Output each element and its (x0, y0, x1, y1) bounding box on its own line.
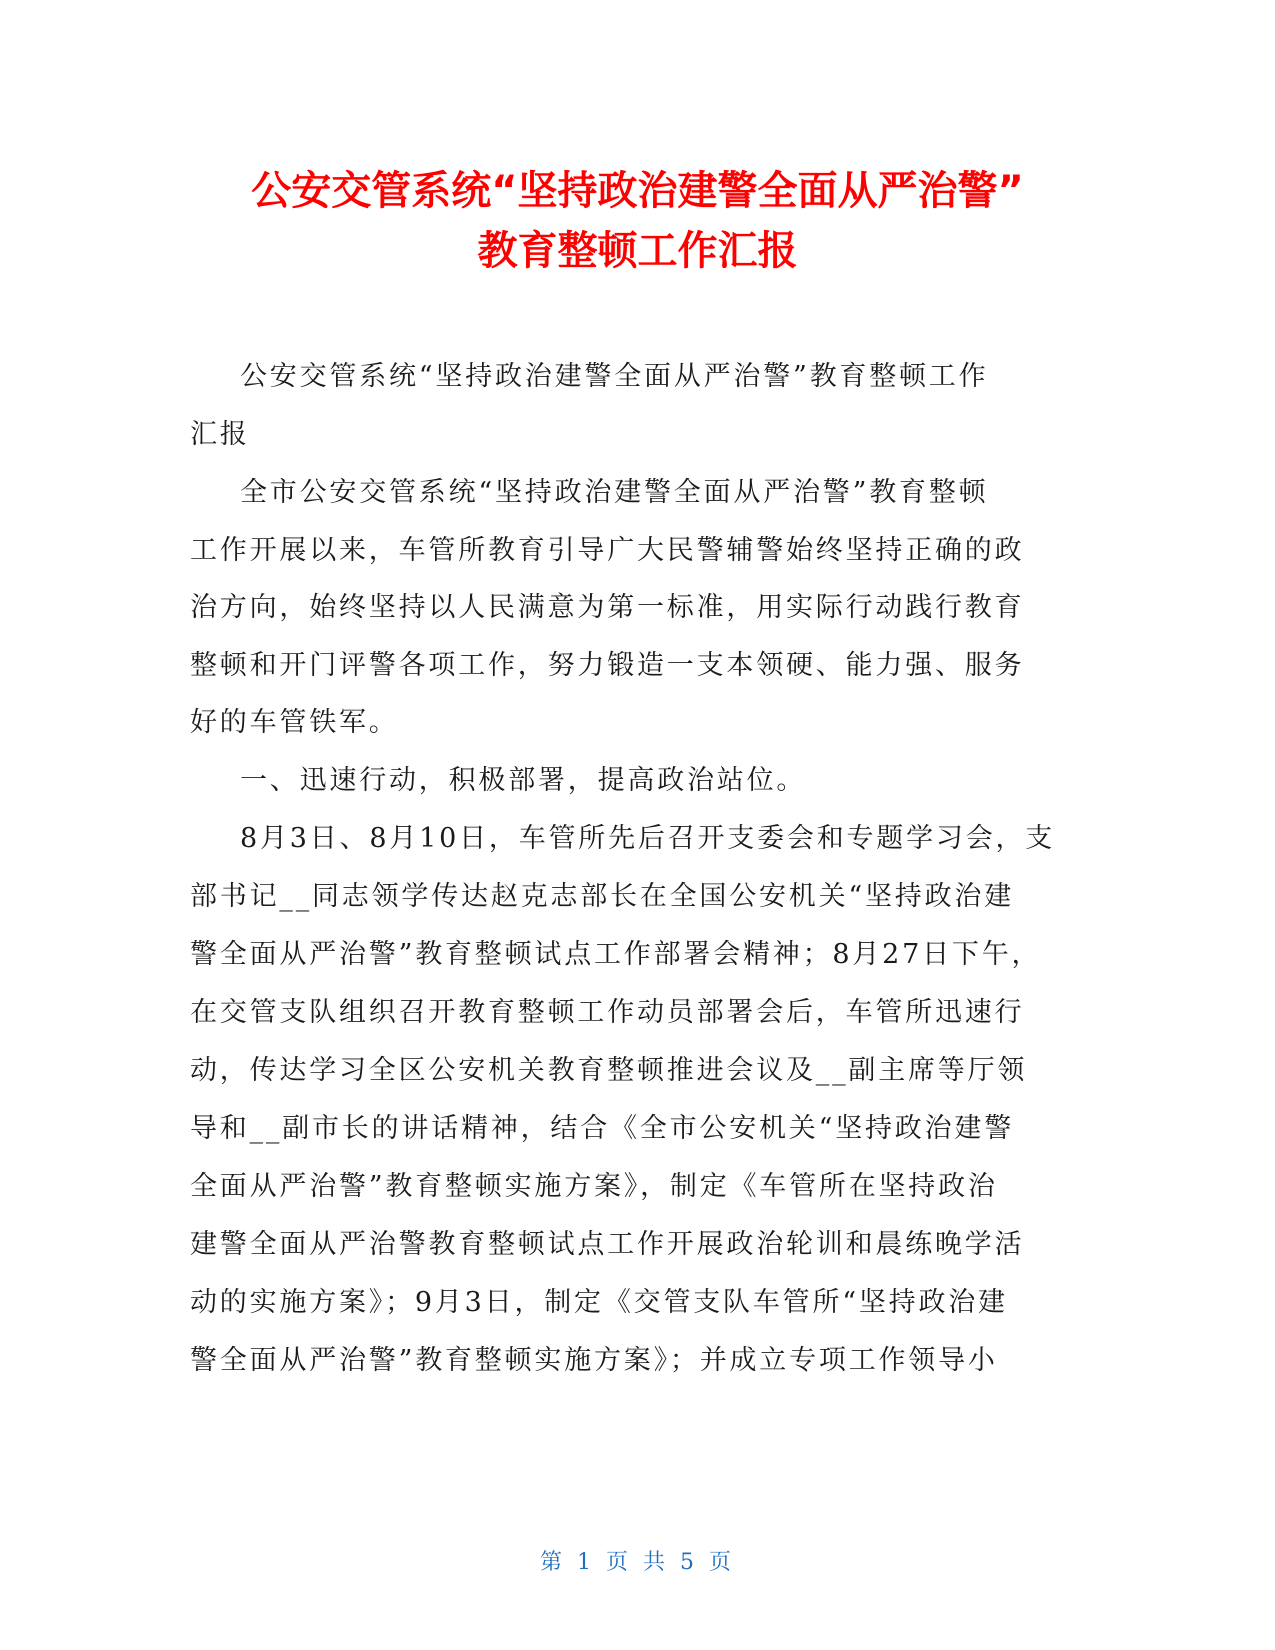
body-line: 8月3日、8月10日，车管所先后召开支委会和专题学习会，支 (240, 823, 1056, 854)
body-line: 全市公安交管系统“坚持政治建警全面从严治警”教育整顿 (240, 477, 989, 508)
body-line: 公安交管系统“坚持政治建警全面从严治警”教育整顿工作 (240, 361, 989, 392)
body-line: 动，传达学习全区公安机关教育整顿推进会议及__副主席等厅领 (190, 1055, 1028, 1086)
body-line: 好的车管铁军。 (190, 707, 399, 738)
body-line: 建警全面从严治警教育整顿试点工作开展政治轮训和晨练晚学活 (190, 1229, 1025, 1260)
body-line: 警全面从严治警”教育整顿试点工作部署会精神；8月27日下午， (190, 939, 1042, 970)
body-line: 治方向，始终坚持以人民满意为第一标准，用实际行动践行教育 (190, 592, 1025, 623)
body-line: 工作开展以来，车管所教育引导广大民警辅警始终坚持正确的政 (190, 535, 1025, 566)
body-line: 汇报 (190, 419, 250, 450)
document-title-line-1: 公安交管系统“坚持政治建警全面从严治警” (251, 168, 1024, 214)
body-line: 导和__副市长的讲话精神，结合《全市公安机关“坚持政治建警 (190, 1113, 1015, 1144)
page-number-footer: 第 1 页 共 5 页 (540, 1550, 735, 1575)
body-line: 整顿和开门评警各项工作，努力锻造一支本领硬、能力强、服务 (190, 650, 1025, 681)
document-title-line-2: 教育整顿工作汇报 (477, 228, 798, 274)
body-line: 在交管支队组织召开教育整顿工作动员部署会后，车管所迅速行 (190, 997, 1025, 1028)
body-line: 全面从严治警”教育整顿实施方案》，制定《车管所在坚持政治 (190, 1171, 998, 1202)
body-line: 部书记__同志领学传达赵克志部长在全国公安机关“坚持政治建 (190, 881, 1015, 912)
section-heading: 一、迅速行动，积极部署，提高政治站位。 (240, 765, 807, 796)
body-line: 警全面从严治警”教育整顿实施方案》；并成立专项工作领导小 (190, 1345, 998, 1376)
body-line: 动的实施方案》；9月3日，制定《交管支队车管所“坚持政治建 (190, 1287, 1008, 1318)
